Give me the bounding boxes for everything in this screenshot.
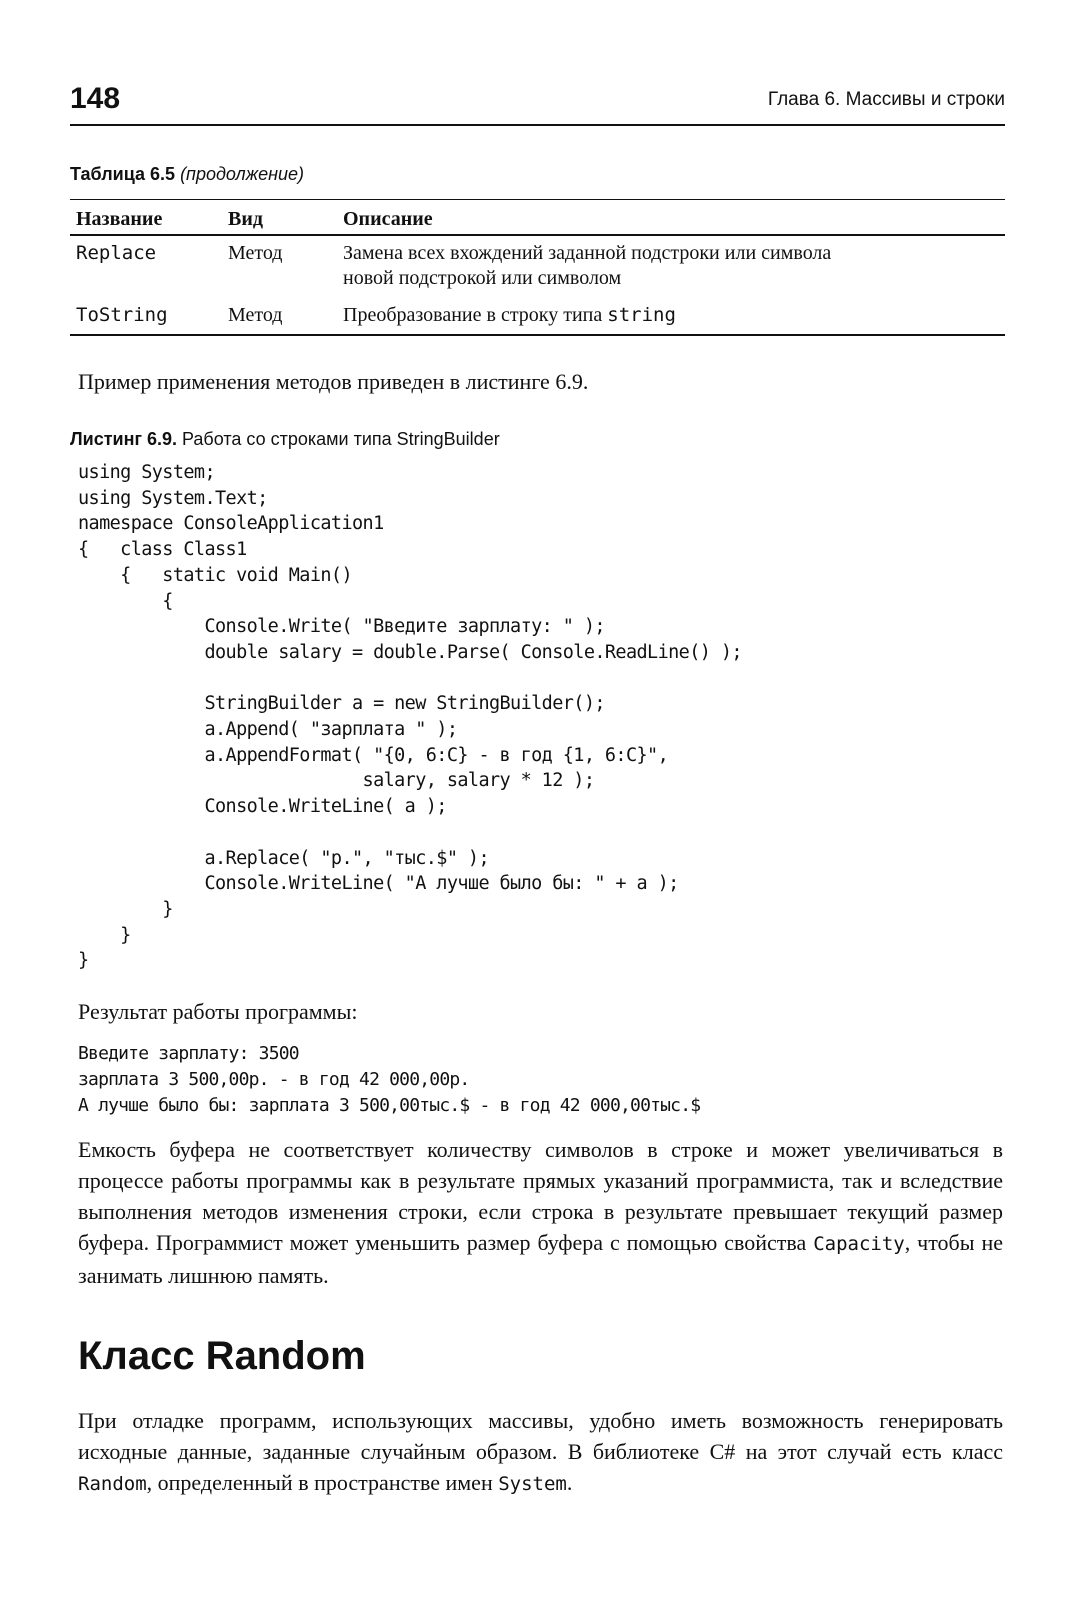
row-name: Replace	[76, 242, 157, 264]
capacity-text-before: Емкость буфера не соответствует количеству символов в строке и может увеличиваться в процессе работы программы как в результате прямых указаний программиста, так и вследствие выполнения методов изменения строки, если строка в результате превышает текущий размер буфера. Программист может уменьшить размер буфера с помощью свойства	[78, 1137, 1003, 1255]
table-header-kind: Вид	[228, 208, 263, 230]
random-paragraph	[78, 1405, 1003, 1500]
table-bottom-rule	[70, 334, 1005, 336]
table-header-rule	[70, 234, 1005, 236]
row-name: ToString	[76, 304, 168, 326]
table-caption-note: (продолжение)	[180, 164, 305, 184]
row-description	[343, 302, 676, 329]
capacity-code: Capacity	[813, 1233, 905, 1255]
page-header	[70, 82, 1005, 122]
code-listing: using System; using System.Text; namespace ConsoleApplication1 { class Class1 { static void Main() { Console.Write( "Введите зарплату: " ); double salary = double.Parse( Console.ReadLine() ); StringBuilder a = new StringBuilder(); a.Append( "зарплата " ); a.AppendFormat( "{0, 6:C} - в год {1, 6:C}", salary, salary * 12 ); Console.WriteLine( a ); a.Replace( "р.", "тыс.$" ); Console.WriteLine( "А лучше было бы: " + a ); } } }	[78, 462, 742, 972]
random-text-before: При отладке программ, использующих массивы, удобно иметь возможность генерировать исходные данные, заданные случайным образом. В библиотеке C# на этот случай есть класс	[78, 1408, 1003, 1464]
table-top-rule	[70, 199, 1005, 200]
intro-paragraph: Пример применения методов приведен в листинге 6.9.	[78, 369, 589, 394]
random-class-code: Random	[78, 1473, 147, 1495]
table-caption	[70, 163, 304, 185]
random-text-end: .	[566, 1470, 573, 1495]
section-title: Класс Random	[78, 1334, 366, 1378]
system-namespace-code: System	[498, 1473, 567, 1495]
result-heading: Результат работы программы:	[78, 999, 358, 1024]
program-output: Введите зарплату: 3500 зарплата 3 500,00р. - в год 42 000,00р. А лучше было бы: зарплата 3 500,00тыс.$ - в год 42 000,00тыс.$	[78, 1043, 701, 1116]
row-description-text: Преобразование в строку типа	[343, 304, 608, 326]
row-kind: Метод	[228, 242, 283, 264]
header-rule	[70, 124, 1005, 126]
row-description-code: string	[607, 304, 676, 326]
listing-label: Листинг 6.9.	[70, 429, 177, 449]
listing-caption	[70, 428, 500, 450]
capacity-text-after: , чтобы не занимать лишнюю память.	[78, 1230, 1003, 1288]
capacity-paragraph	[78, 1134, 1003, 1291]
random-text-middle: , определенный в пространстве имен	[146, 1470, 499, 1495]
table-caption-label: Таблица 6.5	[70, 164, 176, 184]
row-kind: Метод	[228, 304, 283, 326]
table-header-description: Описание	[343, 208, 433, 230]
row-description-line: новой подстрокой или символом	[343, 267, 622, 289]
table-header-name: Название	[76, 208, 163, 230]
chapter-title: Глава 6. Массивы и строки	[767, 89, 1005, 110]
row-description-line: Замена всех вхождений заданной подстроки или символа	[343, 242, 832, 264]
page-number: 148	[70, 82, 121, 115]
listing-title: Работа со строками типа StringBuilder	[182, 429, 500, 449]
